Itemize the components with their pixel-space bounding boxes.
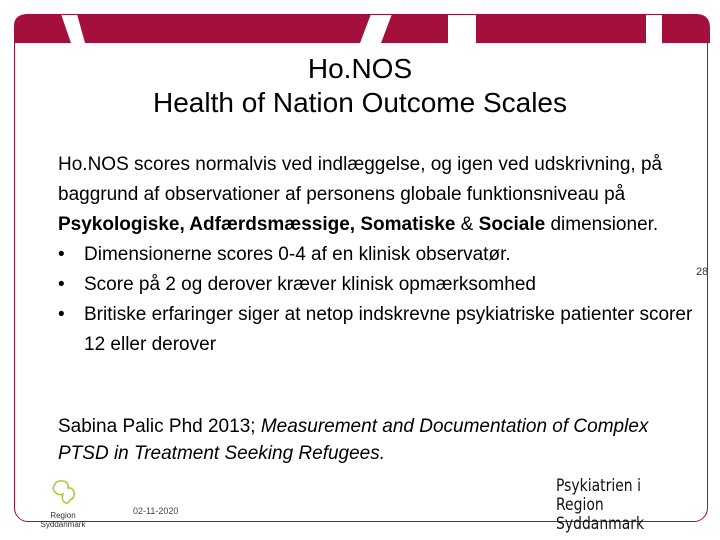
bullet-text: Britiske erfaringer siger at netop indskrevne psykiatriske patienter scorer 12 eller derover bbox=[84, 304, 693, 355]
bullet-text: Score på 2 og derover kræver klinisk opmærksomhed bbox=[84, 274, 536, 295]
header-band bbox=[14, 14, 710, 43]
bullet-item bbox=[58, 270, 698, 300]
reference-author: Sabina Palic Phd 2013; bbox=[58, 416, 261, 437]
title-line-2: Health of Nation Outcome Scales bbox=[153, 87, 567, 118]
bullet-icon: • bbox=[58, 274, 65, 295]
slide-date: 02-11-2020 bbox=[133, 506, 179, 516]
reference-title: Measurement and Documentation of Complex PTSD in Treatment Seeking Refugees. bbox=[58, 416, 649, 464]
title-line-1: Ho.NOS bbox=[307, 53, 413, 84]
intro-bold-dimensions: Psykologiske, Adfærdsmæssige, Somatiske bbox=[58, 214, 456, 235]
bullet-text: Dimensionerne scores 0-4 af en klinisk observatør. bbox=[84, 244, 511, 265]
slide-body bbox=[58, 150, 698, 360]
intro-bold-social: Sociale bbox=[478, 214, 546, 235]
slide-title bbox=[0, 52, 720, 120]
bullet-item bbox=[58, 300, 698, 360]
bullet-icon: • bbox=[58, 244, 65, 265]
bullet-icon: • bbox=[58, 304, 65, 325]
intro-text: & bbox=[455, 214, 479, 235]
logo-left-text: Region Syddanmark bbox=[40, 511, 86, 529]
psykiatrien-logo bbox=[556, 477, 690, 534]
logo-right-line-2: Region Syddanmark bbox=[556, 495, 645, 534]
region-map-icon bbox=[48, 478, 78, 508]
logo-right-line-1: Psykiatrien i bbox=[556, 476, 641, 496]
bullet-item bbox=[58, 240, 698, 270]
page-number: 28 bbox=[696, 266, 709, 278]
reference bbox=[58, 413, 698, 467]
region-syddanmark-logo bbox=[28, 478, 98, 529]
intro-text: Ho.NOS scores normalvis ved indlæggelse, og igen ved udskrivning, på baggrund af observationer af personens globale funktionsniveau på bbox=[58, 154, 663, 205]
intro-paragraph bbox=[58, 150, 698, 240]
intro-text: dimensioner. bbox=[545, 214, 659, 235]
